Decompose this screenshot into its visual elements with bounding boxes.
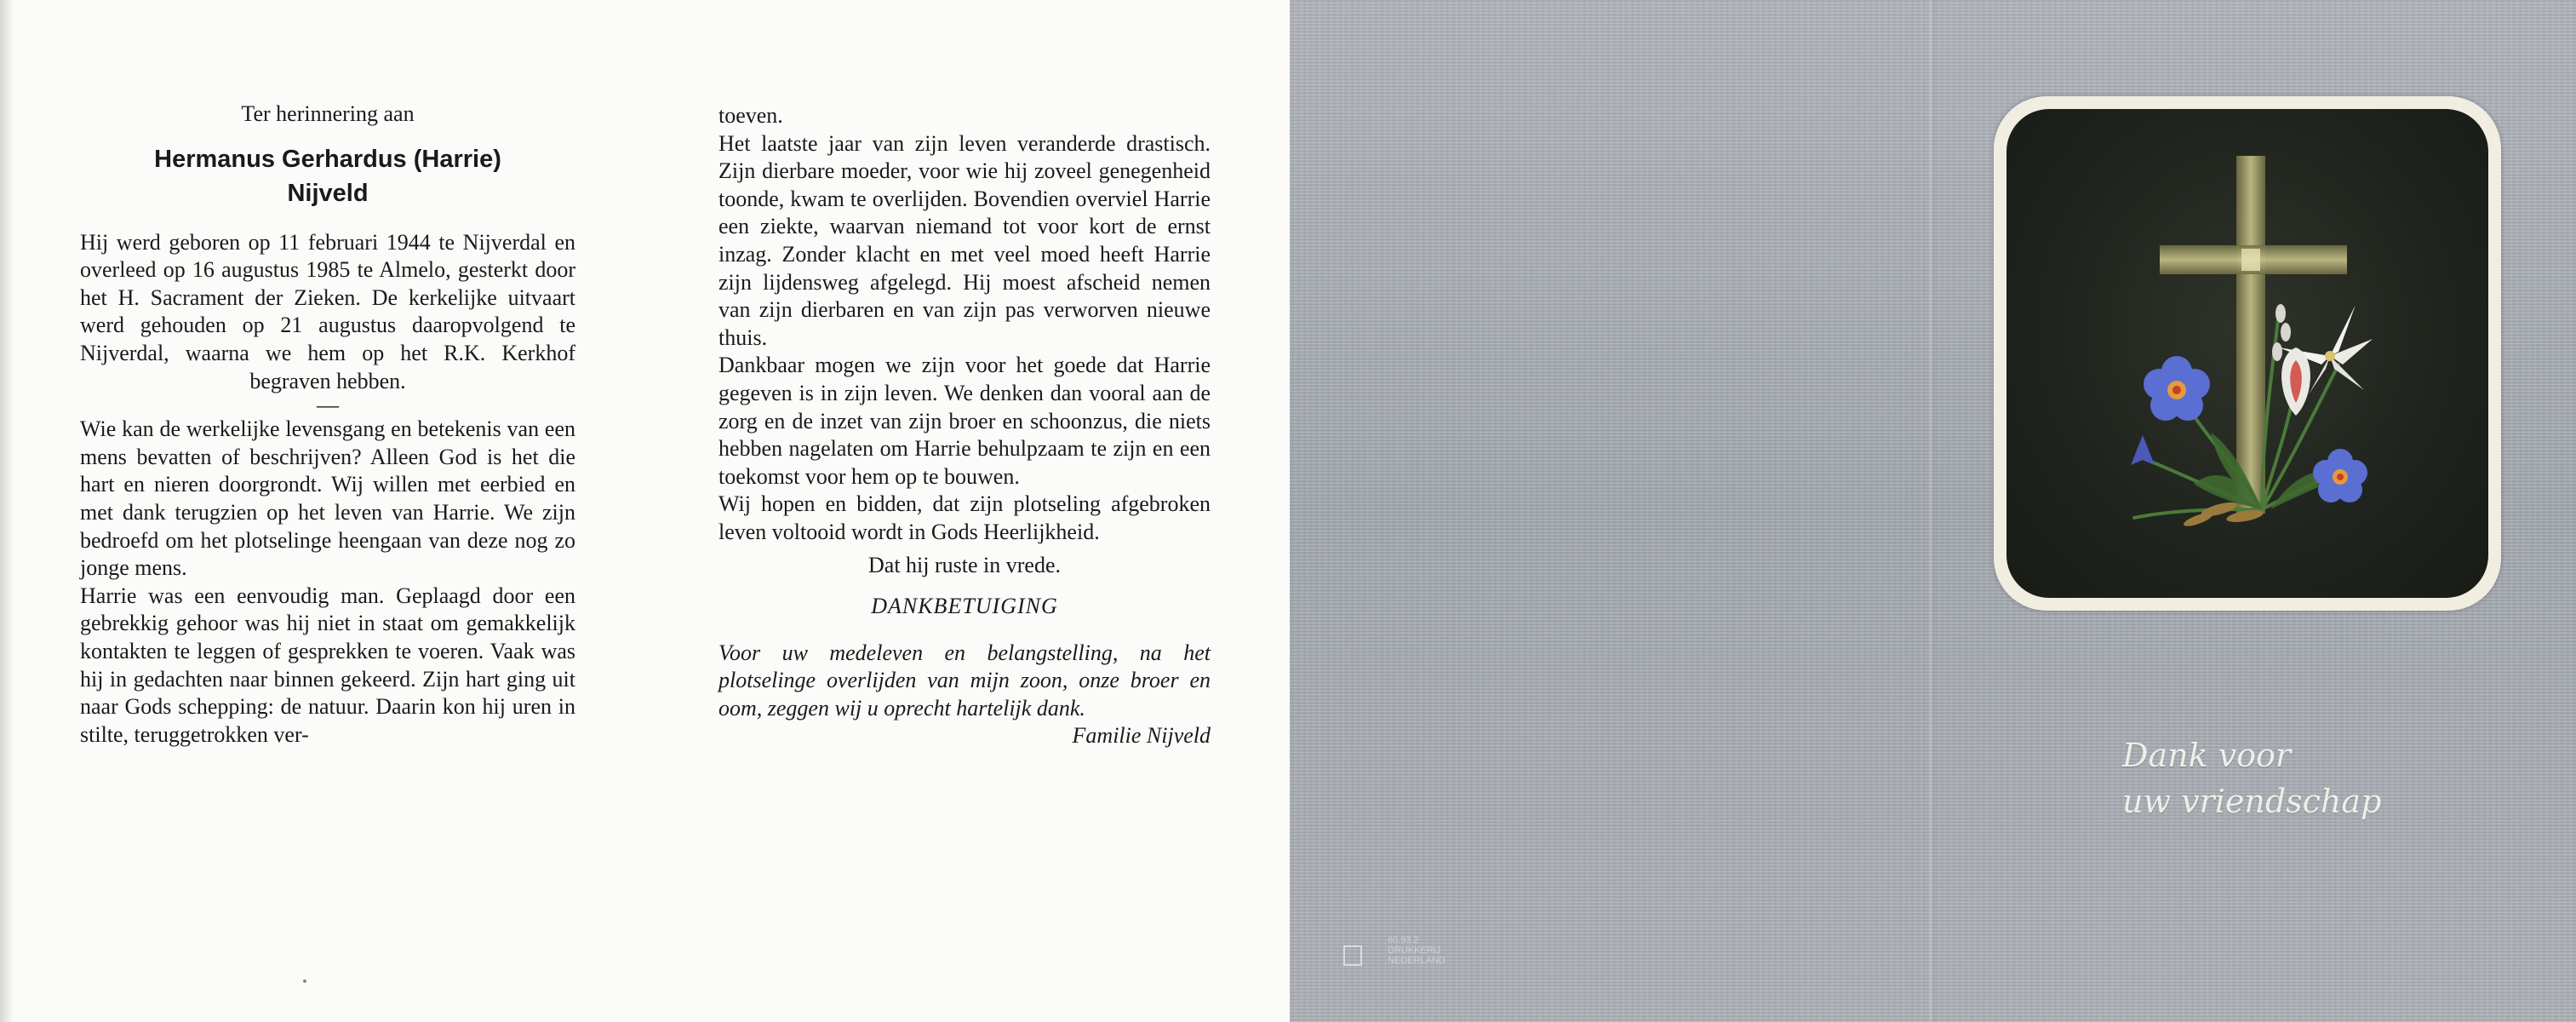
- deceased-name: Hermanus Gerhardus (Harrie) Nijveld: [154, 145, 501, 207]
- cross-flowers-illustration: [2006, 109, 2488, 598]
- print-line-2: DRUKKERIJ: [1388, 945, 1441, 956]
- biography-paragraph: Hij werd geboren op 11 februari 1944 te Nijverdal en overleed op 16 augustus 1985 te Almelo, gesterkt door het H. Sacrament der Zieken. De kerkelijke uitvaart werd gehouden op 21 augustus daaropvolgend te Nijverdal, waarna we hem op het R.K. Kerkhof begraven hebben.: [80, 229, 575, 393]
- family-signature: Familie Nijveld: [1072, 723, 1211, 749]
- intro-text: Ter herinnering aan: [241, 101, 415, 126]
- paper-speck: [303, 979, 306, 983]
- cover-thanks-text: [2122, 732, 2429, 824]
- gratitude-paragraph: Dankbaar mogen we zijn voor het goede dat Harrie gegeven is in zijn leven. We denken dan vooral aan de zorg en de inzet van zijn broer en schoonzus, die niets hebben nagelaten om Harrie behulpzaam te zijn en een toekomst voor hem op te bouwen.: [718, 353, 1211, 489]
- separator-dash: —: [317, 393, 339, 418]
- right-column: [718, 102, 1211, 750]
- picture-frame: [1994, 96, 2501, 611]
- printer-text: [1388, 935, 1445, 966]
- print-code: 60.93.2: [1388, 935, 1419, 945]
- thanks-line-1: Dank voor: [2122, 737, 2292, 774]
- left-column: [80, 100, 575, 749]
- card-cover: [1290, 0, 2576, 1022]
- continuation-text: toeven.: [718, 103, 783, 128]
- rest-in-peace-text: Dat hij ruste in vrede.: [868, 552, 1061, 577]
- thanks-line-2: uw vriendschap: [2122, 783, 2382, 820]
- last-year-paragraph: Het laatste jaar van zijn leven veranderde drastisch. Zijn dierbare moeder, voor wie hij zoveel genegenheid toonde, kwam te overlijden. Bovendien overviel Harrie een ziekte, waarvan niemand tot voor kort de ernst inzag. Zonder klacht en met veel moed heeft Harrie zijn lijdensweg afgelegd. Hij moest afscheid nemen van zijn dierbaren en van zijn pas verworven nieuwe thuis.: [718, 130, 1211, 350]
- fold-line: [1927, 0, 1934, 1022]
- page-edge: [0, 0, 12, 1022]
- character-paragraph: Harrie was een eenvoudig man. Geplaagd door een gebrekkig gehoor was hij niet in staat om gemakkelijk kontakten te leggen of gesprekken te voeren. Vaak was hij in gedachten naar binnen gekeerd. Zijn hart ging uit naar Gods schepping: de natuur. Daarin kon hij uren in stilte, teruggetrokken ver-: [80, 583, 575, 747]
- print-line-3: NEDERLAND: [1388, 956, 1445, 966]
- cross-with-flowers-icon: [2006, 109, 2488, 598]
- printer-mark: [1343, 935, 1480, 976]
- reflection-paragraph: Wie kan de werkelijke levensgang en betekenis van een mens bevatten of beschrijven? Alleen God is het die hart en nieren doorgrondt. Wij willen met eerbied en met dank terugzien op het leven van Harrie. We zijn bedroefd om het plotselinge heengaan van deze nog zo jonge mens.: [80, 416, 575, 581]
- printer-logo-icon: [1343, 945, 1362, 966]
- thanks-heading: DANKBETUIGING: [871, 594, 1058, 619]
- thanks-text: Voor uw medeleven en belangstelling, na het plotselinge overlijden van mijn zoon, onze broer en oom, zeggen wij u oprecht hartelijk dank.: [718, 640, 1211, 721]
- prayer-paragraph: Wij hopen en bidden, dat zijn plotseling afgebroken leven voltooid wordt in Gods Heerlijkheid.: [718, 491, 1211, 544]
